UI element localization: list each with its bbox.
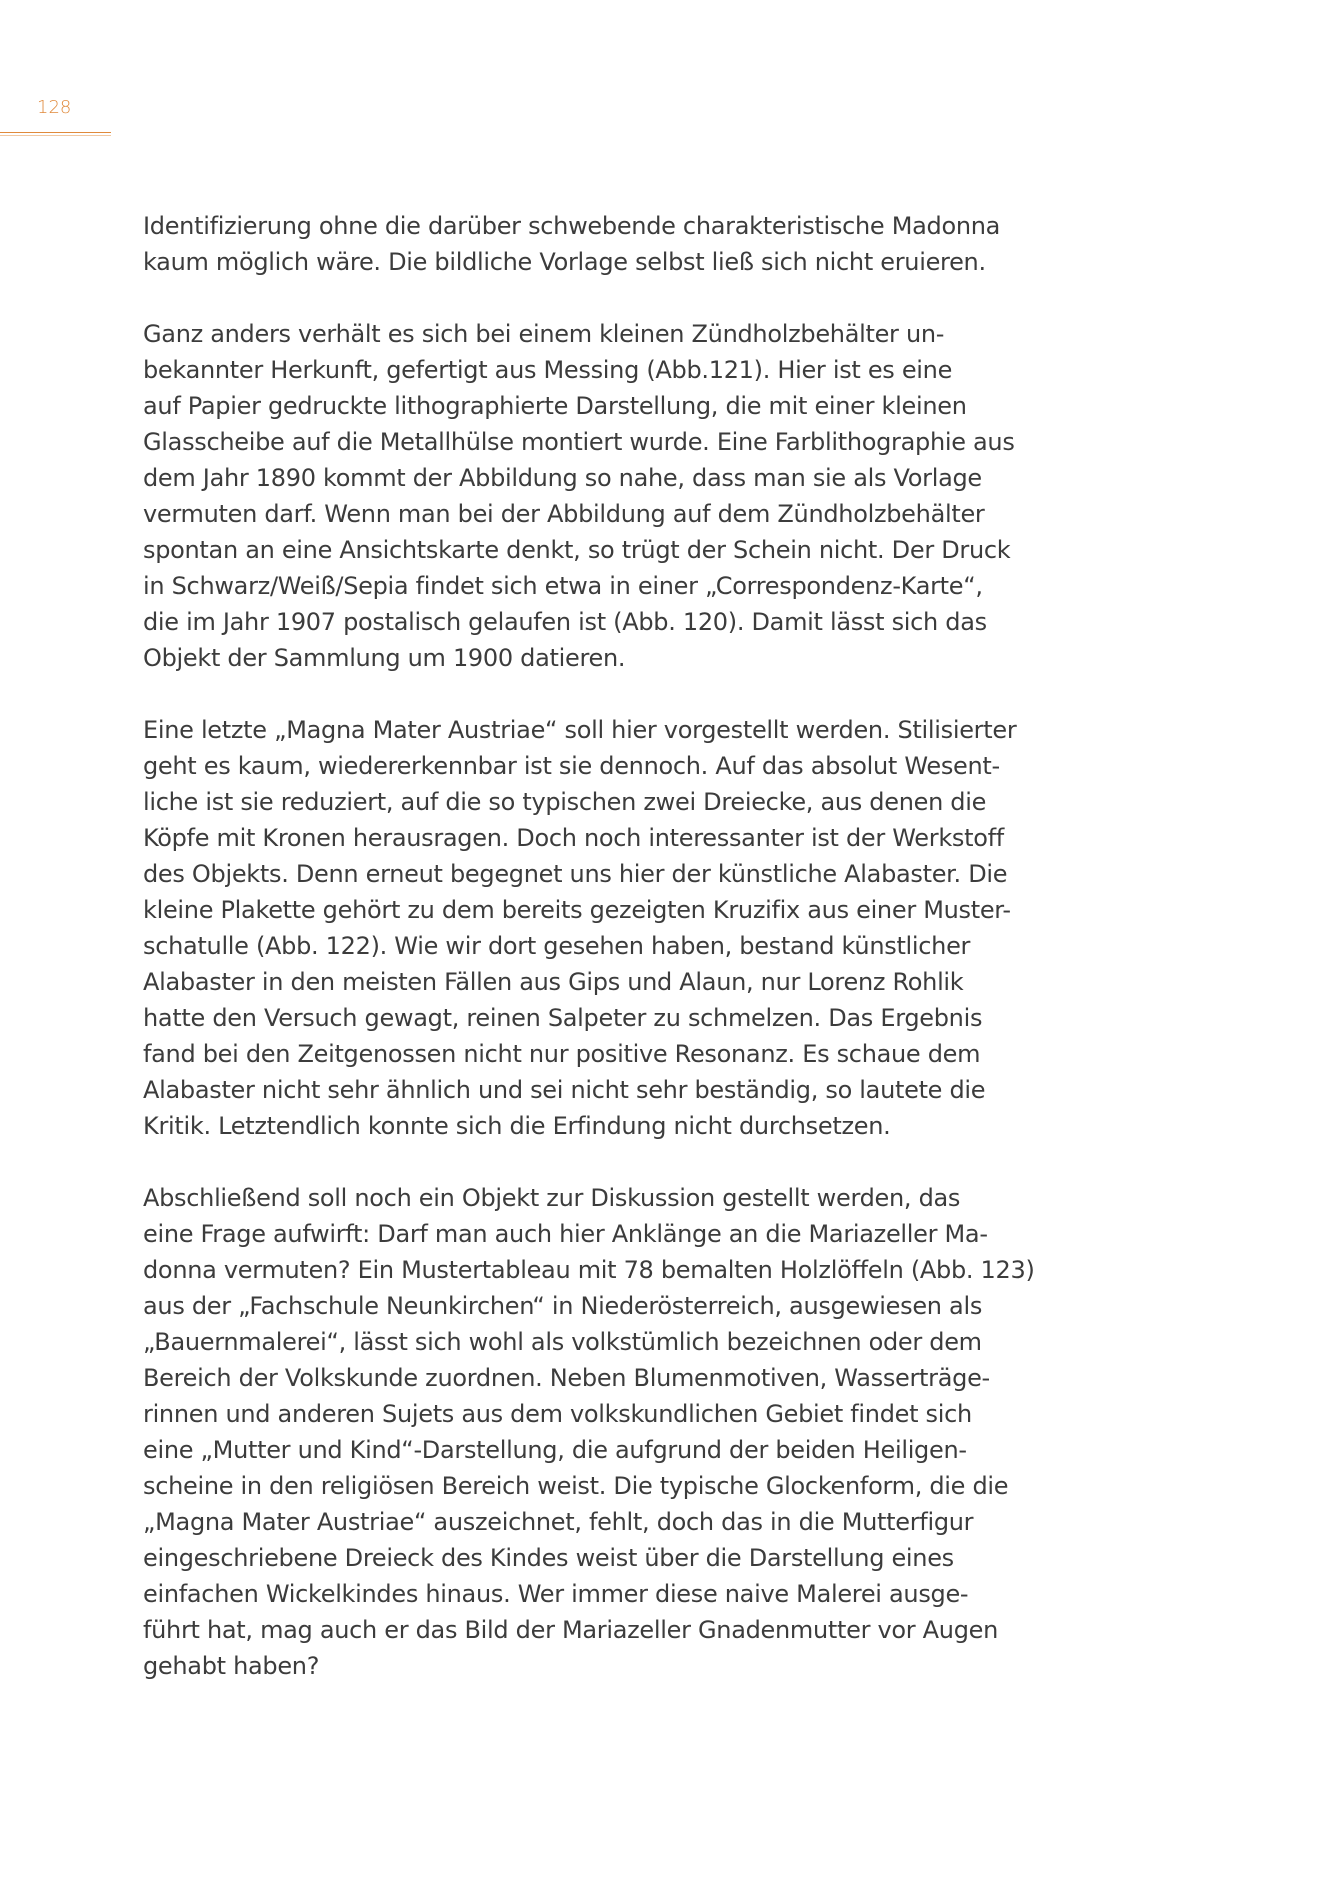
text-line: scheine in den religiösen Bereich weist. Die typische Glockenform, die die <box>143 1472 1009 1500</box>
text-line: Bereich der Volkskunde zuordnen. Neben Blumenmotiven, Wasserträge- <box>143 1364 990 1392</box>
paragraph <box>143 208 1043 280</box>
text-line: „Bauernmalerei“, lässt sich wohl als volkstümlich bezeichnen oder dem <box>143 1328 982 1356</box>
text-line: spontan an eine Ansichtskarte denkt, so trügt der Schein nicht. Der Druck <box>143 536 1011 564</box>
text-line: aus der „Fachschule Neunkirchen“ in Niederösterreich, ausgewiesen als <box>143 1292 983 1320</box>
text-line: Köpfe mit Kronen herausragen. Doch noch interessanter ist der Werkstoff <box>143 824 1004 852</box>
text-line: Identifizierung ohne die darüber schwebende charakteristische Madonna <box>143 212 1001 240</box>
text-line: Alabaster nicht sehr ähnlich und sei nicht sehr beständig, so lautete die <box>143 1076 986 1104</box>
text-line: führt hat, mag auch er das Bild der Mariazeller Gnadenmutter vor Augen <box>143 1616 999 1644</box>
text-line: gehabt haben? <box>143 1652 320 1680</box>
text-line: Kritik. Letztendlich konnte sich die Erfindung nicht durchsetzen. <box>143 1112 891 1140</box>
paragraph <box>143 1180 1043 1684</box>
text-line: Ganz anders verhält es sich bei einem kleinen Zündholzbehälter un- <box>143 320 945 348</box>
text-line: die im Jahr 1907 postalisch gelaufen ist (Abb. 120). Damit lässt sich das <box>143 608 987 636</box>
text-line: einfachen Wickelkindes hinaus. Wer immer diese naive Malerei ausge- <box>143 1580 969 1608</box>
text-line: dem Jahr 1890 kommt der Abbildung so nahe, dass man sie als Vorlage <box>143 464 982 492</box>
text-line: hatte den Versuch gewagt, reinen Salpeter zu schmelzen. Das Ergebnis <box>143 1004 983 1032</box>
text-line: Objekt der Sammlung um 1900 datieren. <box>143 644 626 672</box>
text-line: vermuten darf. Wenn man bei der Abbildung auf dem Zündholzbehälter <box>143 500 985 528</box>
text-line: eine „Mutter und Kind“-Darstellung, die aufgrund der beiden Heiligen- <box>143 1436 967 1464</box>
text-line: Abschließend soll noch ein Objekt zur Diskussion gestellt werden, das <box>143 1184 961 1212</box>
text-line: bekannter Herkunft, gefertigt aus Messing (Abb.121). Hier ist es eine <box>143 356 953 384</box>
text-line: Glasscheibe auf die Metallhülse montiert wurde. Eine Farblithographie aus <box>143 428 1015 456</box>
paragraph <box>143 712 1043 1144</box>
body-text <box>143 208 1043 1720</box>
text-line: kaum möglich wäre. Die bildliche Vorlage selbst ließ sich nicht eruieren. <box>143 248 986 276</box>
text-line: kleine Plakette gehört zu dem bereits gezeigten Kruzifix aus einer Muster- <box>143 896 1011 924</box>
text-line: des Objekts. Denn erneut begegnet uns hier der künstliche Alabaster. Die <box>143 860 1008 888</box>
text-line: rinnen und anderen Sujets aus dem volkskundlichen Gebiet findet sich <box>143 1400 972 1428</box>
text-line: fand bei den Zeitgenossen nicht nur positive Resonanz. Es schaue dem <box>143 1040 981 1068</box>
text-line: Eine letzte „Magna Mater Austriae“ soll hier vorgestellt werden. Stilisierter <box>143 716 1017 744</box>
text-line: eine Frage aufwirft: Darf man auch hier Anklänge an die Mariazeller Ma- <box>143 1220 988 1248</box>
page-number: 128 <box>37 97 72 118</box>
text-line: geht es kaum, wiedererkennbar ist sie dennoch. Auf das absolut Wesent- <box>143 752 1000 780</box>
paragraph <box>143 316 1043 676</box>
text-line: eingeschriebene Dreieck des Kindes weist über die Darstellung eines <box>143 1544 954 1572</box>
header-rule <box>0 132 111 133</box>
text-line: „Magna Mater Austriae“ auszeichnet, fehlt, doch das in die Mutterfigur <box>143 1508 974 1536</box>
text-line: schatulle (Abb. 122). Wie wir dort gesehen haben, bestand künstlicher <box>143 932 971 960</box>
text-line: donna vermuten? Ein Mustertableau mit 78 bemalten Holzlöffeln (Abb. 123) <box>143 1256 1035 1284</box>
text-line: Alabaster in den meisten Fällen aus Gips und Alaun, nur Lorenz Rohlik <box>143 968 964 996</box>
text-line: auf Papier gedruckte lithographierte Darstellung, die mit einer kleinen <box>143 392 967 420</box>
text-line: in Schwarz/Weiß/Sepia findet sich etwa in einer „Correspondenz-Karte“, <box>143 572 983 600</box>
text-line: liche ist sie reduziert, auf die so typischen zwei Dreiecke, aus denen die <box>143 788 987 816</box>
